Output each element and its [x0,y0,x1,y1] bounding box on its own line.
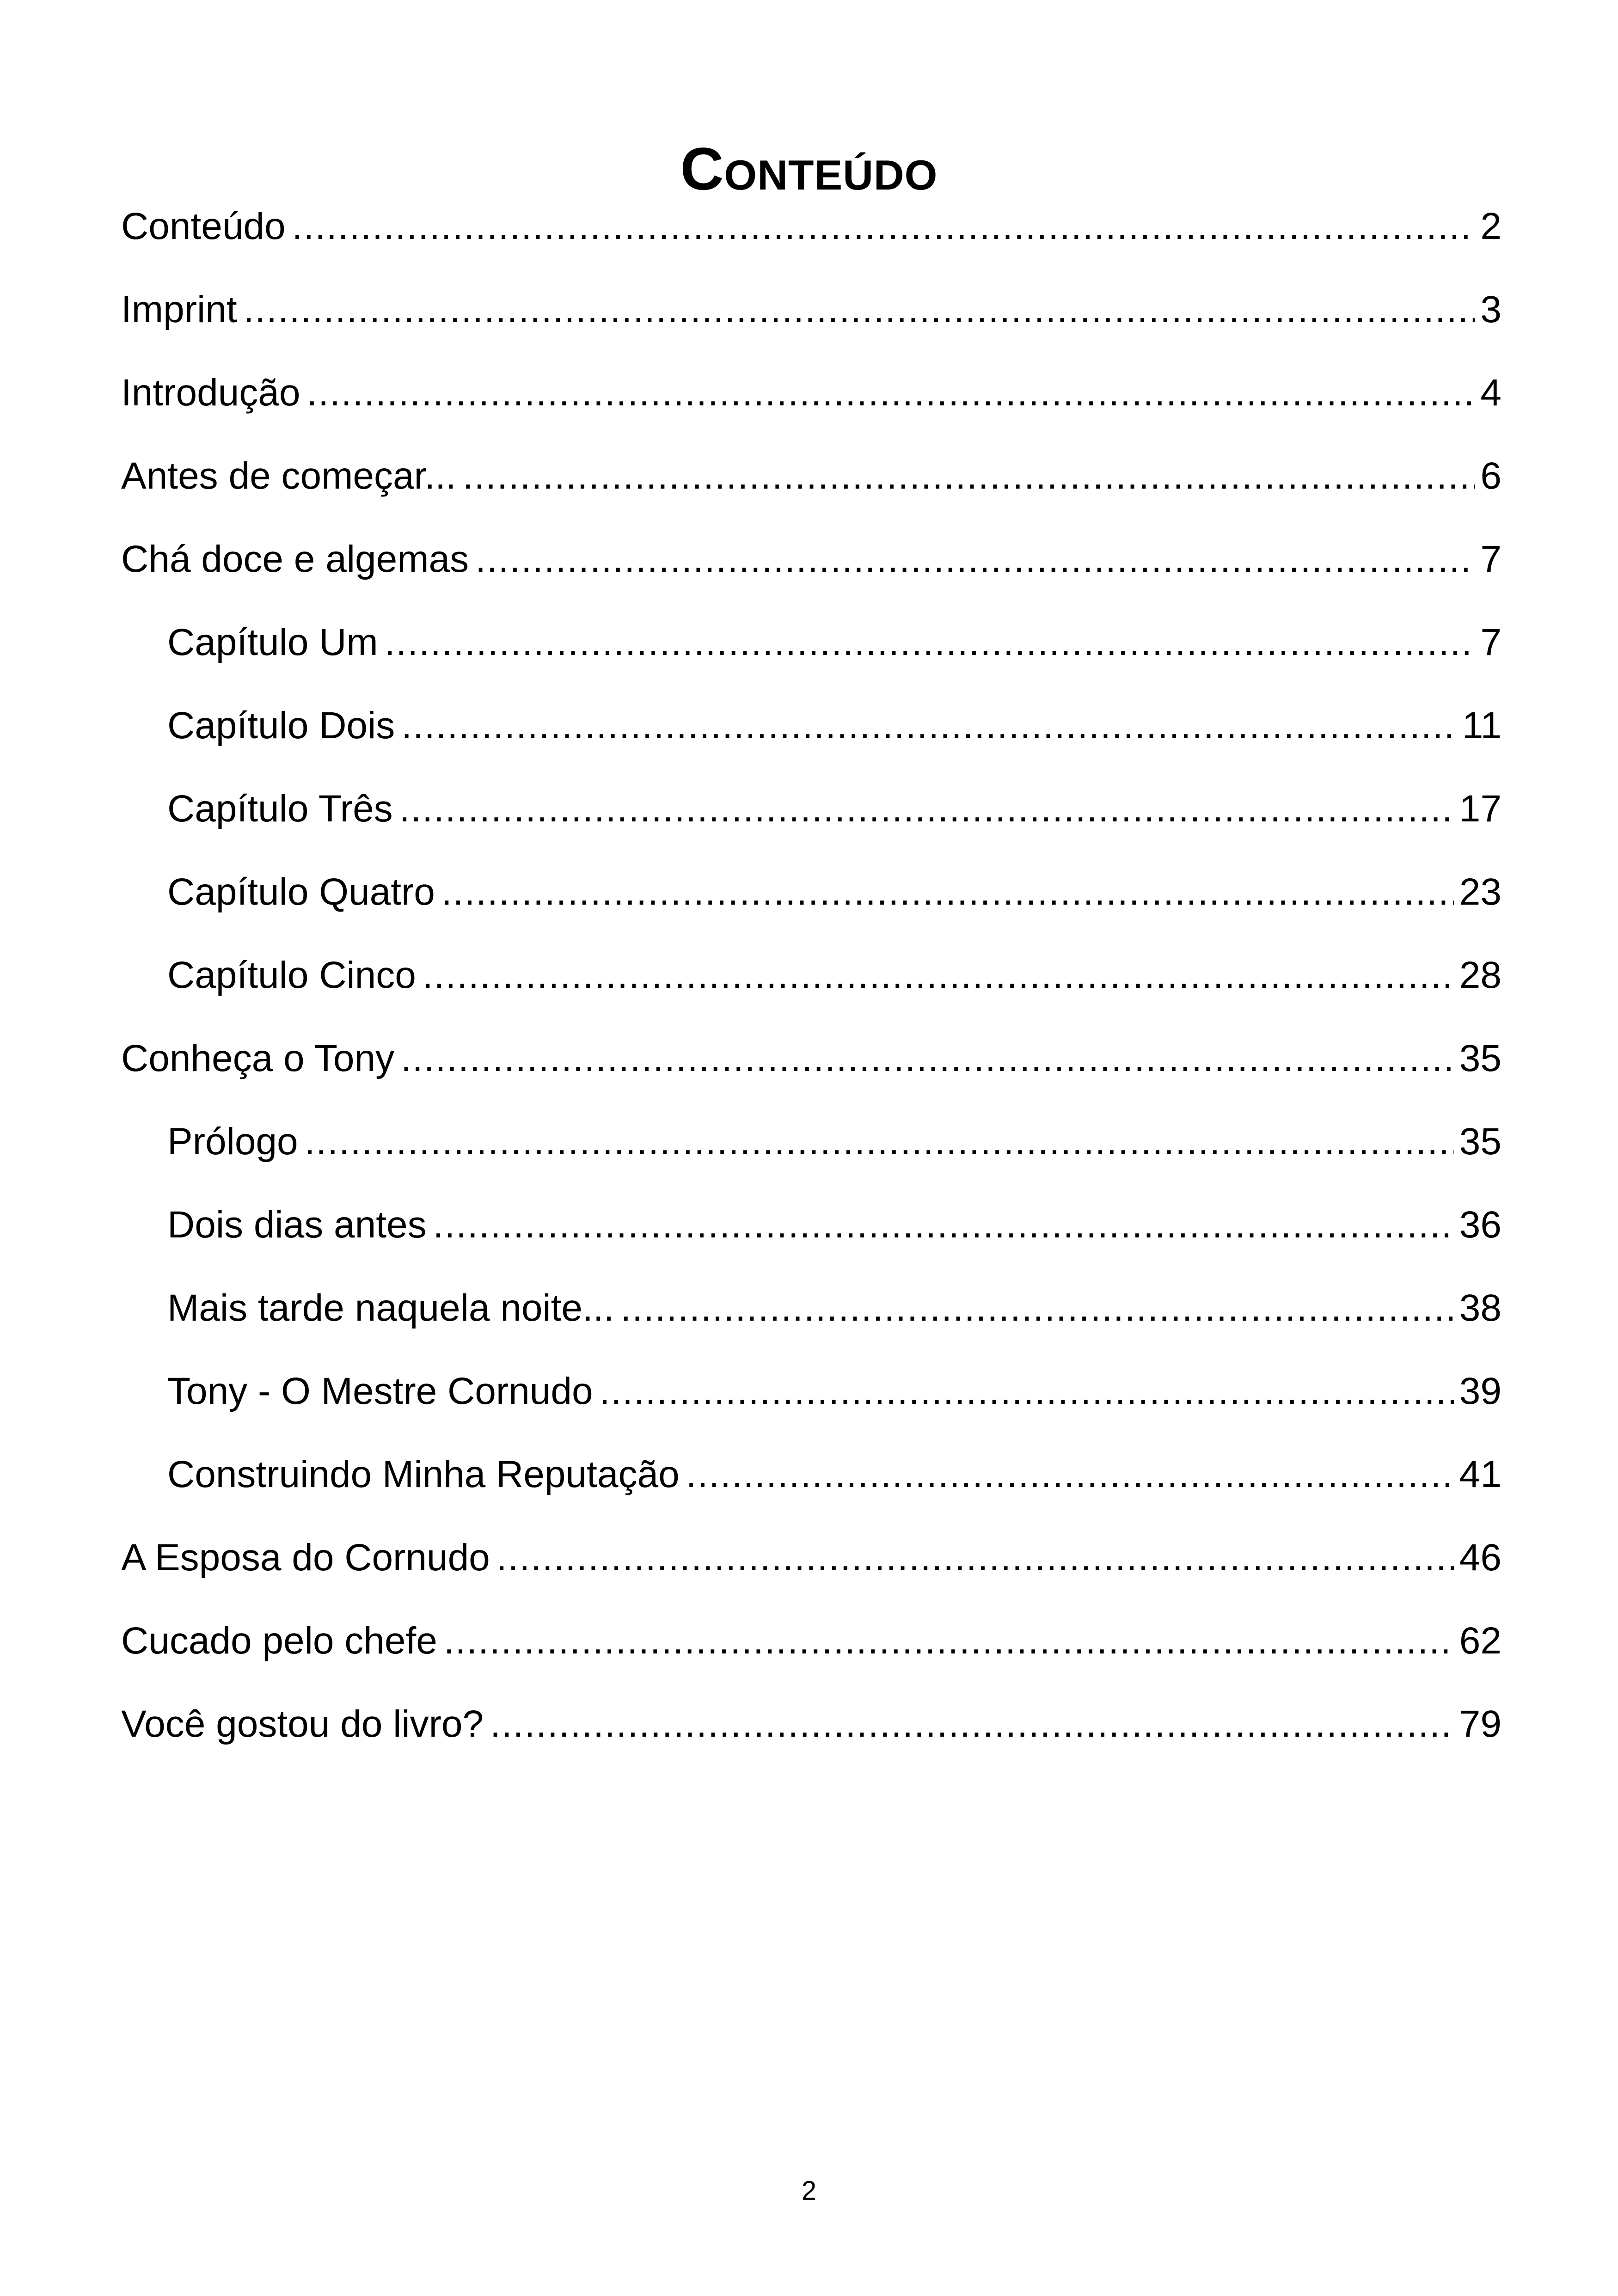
toc-entry-label: Capítulo Dois [167,704,395,747]
toc-entry-page: 46 [1459,1537,1502,1579]
toc-entry-page: 6 [1480,455,1502,497]
toc-entry-page: 62 [1459,1620,1502,1662]
toc-entry-cha-doce-e-algemas[interactable] [121,527,1502,610]
toc-entry-page: 11 [1462,704,1502,747]
toc-dot-leader [307,361,1475,425]
toc-entry-page: 79 [1459,1703,1502,1745]
toc-entry-capitulo-um[interactable] [121,610,1502,693]
toc-entry-capitulo-cinco[interactable] [121,943,1502,1026]
toc-entry-label: Capítulo Cinco [167,954,416,996]
toc-entry-page: 41 [1459,1453,1502,1495]
toc-entry-label: Conheça o Tony [121,1037,395,1079]
toc-entry-page: 17 [1459,788,1502,830]
toc-entry-page: 3 [1480,288,1502,331]
toc-entry-page: 36 [1459,1204,1502,1246]
toc-dot-leader [686,1442,1454,1507]
toc-entry-imprint[interactable] [121,277,1502,361]
page-title: Conteúdo [680,135,938,203]
toc-entry-label: Prólogo [167,1120,298,1163]
toc-dot-leader [620,1276,1453,1341]
toc-entry-label: Tony - O Mestre Cornudo [167,1370,593,1412]
toc-entry-antes-de-comecar[interactable] [121,444,1502,527]
toc-entry-page: 7 [1480,538,1502,580]
toc-entry-capitulo-dois[interactable] [121,693,1502,777]
toc-entry-page: 35 [1459,1120,1502,1163]
toc-entry-dois-dias-antes[interactable] [121,1193,1502,1276]
toc-entry-voce-gostou-do-livro[interactable] [121,1692,1502,1775]
table-of-contents [121,194,1502,1775]
toc-entry-label: Dois dias antes [167,1204,427,1246]
toc-entry-label: Cucado pelo chefe [121,1620,437,1662]
toc-dot-leader [496,1525,1454,1590]
toc-dot-leader [399,777,1454,841]
toc-entry-label: Capítulo Três [167,788,393,830]
toc-entry-page: 2 [1480,205,1502,247]
toc-dot-leader [490,1692,1454,1757]
toc-entry-cucado-pelo-chefe[interactable] [121,1609,1502,1692]
toc-dot-leader [305,1109,1454,1174]
toc-entry-label: Construindo Minha Reputação [167,1453,680,1495]
toc-entry-label: Imprint [121,288,237,331]
toc-dot-leader [463,444,1475,508]
toc-dot-leader [444,1609,1454,1673]
toc-entry-label: A Esposa do Cornudo [121,1537,490,1579]
toc-dot-leader [244,277,1475,342]
toc-entry-label: Introdução [121,372,300,414]
toc-dot-leader [401,693,1457,758]
toc-entry-conheca-o-tony[interactable] [121,1026,1502,1109]
page-number: 2 [801,2176,817,2206]
toc-dot-leader [385,610,1475,675]
toc-entry-page: 4 [1480,372,1502,414]
toc-dot-leader [433,1193,1454,1257]
toc-entry-capitulo-quatro[interactable] [121,860,1502,943]
toc-dot-leader [423,943,1454,1008]
toc-dot-leader [401,1026,1454,1091]
toc-entry-label: Conteúdo [121,205,286,247]
toc-entry-tony-o-mestre-cornudo[interactable] [121,1359,1502,1442]
toc-entry-prologo[interactable] [121,1109,1502,1193]
toc-entry-capitulo-tres[interactable] [121,777,1502,860]
toc-entry-introducao[interactable] [121,361,1502,444]
toc-dot-leader [292,194,1475,259]
toc-entry-label: Capítulo Um [167,621,378,663]
toc-entry-construindo-minha-reputacao[interactable] [121,1442,1502,1525]
toc-entry-page: 7 [1480,621,1502,663]
toc-entry-conteudo[interactable] [121,194,1502,277]
toc-entry-label: Capítulo Quatro [167,871,435,913]
toc-entry-page: 39 [1459,1370,1502,1412]
toc-dot-leader [475,527,1475,592]
toc-entry-label: Você gostou do livro? [121,1703,484,1745]
toc-entry-page: 28 [1459,954,1502,996]
toc-entry-page: 23 [1459,871,1502,913]
toc-entry-label: Chá doce e algemas [121,538,469,580]
toc-entry-page: 38 [1459,1287,1502,1329]
toc-entry-label: Antes de começar... [121,455,456,497]
toc-dot-leader [441,860,1454,925]
toc-entry-mais-tarde-naquela-noite[interactable] [121,1276,1502,1359]
toc-entry-a-esposa-do-cornudo[interactable] [121,1525,1502,1609]
toc-entry-label: Mais tarde naquela noite... [167,1287,614,1329]
toc-entry-page: 35 [1459,1037,1502,1079]
toc-dot-leader [600,1359,1454,1424]
